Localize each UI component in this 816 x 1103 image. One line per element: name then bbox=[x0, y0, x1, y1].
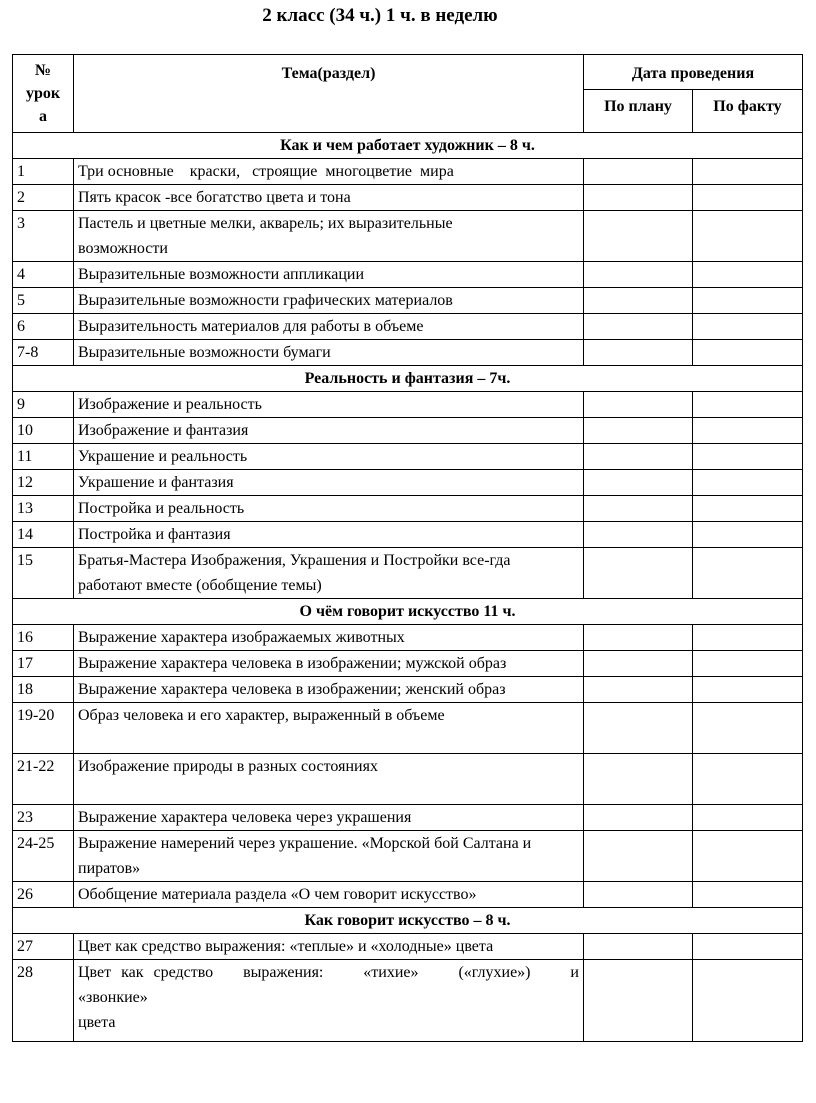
lesson-topic-line2: «звонкие» bbox=[78, 989, 148, 1006]
table-row bbox=[13, 185, 803, 211]
table-row bbox=[13, 392, 803, 418]
lesson-topic: Изображение и фантазия bbox=[74, 418, 584, 444]
date-fact-cell[interactable] bbox=[693, 392, 803, 418]
lesson-topic-line1: Цвет как средство выражения: «тихие» («глухие») и bbox=[78, 964, 579, 981]
lesson-topic: Выражение намерений через украшение. «Морской бой Салтана и пиратов» bbox=[74, 831, 584, 882]
lesson-number: 15 bbox=[13, 548, 74, 599]
lesson-number: 17 bbox=[13, 651, 74, 677]
lesson-number: 19-20 bbox=[13, 703, 74, 754]
date-plan-cell[interactable] bbox=[584, 548, 693, 599]
date-fact-cell[interactable] bbox=[693, 211, 803, 262]
date-fact-cell[interactable] bbox=[693, 288, 803, 314]
date-fact-cell[interactable] bbox=[693, 625, 803, 651]
lesson-number: 4 bbox=[13, 262, 74, 288]
lesson-topic: Три основные краски, строящие многоцветие мира bbox=[74, 159, 584, 185]
lesson-topic: Выразительные возможности бумаги bbox=[74, 340, 584, 366]
table-row bbox=[13, 703, 803, 754]
lesson-topic: Изображение и реальность bbox=[74, 392, 584, 418]
date-plan-cell[interactable] bbox=[584, 392, 693, 418]
date-plan-cell[interactable] bbox=[584, 831, 693, 882]
table-row bbox=[13, 288, 803, 314]
date-fact-cell[interactable] bbox=[693, 805, 803, 831]
table-row bbox=[13, 496, 803, 522]
lesson-number: 9 bbox=[13, 392, 74, 418]
date-fact-cell[interactable] bbox=[693, 314, 803, 340]
lesson-topic: Выразительные возможности аппликации bbox=[74, 262, 584, 288]
date-fact-cell[interactable] bbox=[693, 754, 803, 805]
date-fact-cell[interactable] bbox=[693, 882, 803, 908]
header-lesson-number bbox=[13, 55, 74, 133]
date-plan-cell[interactable] bbox=[584, 882, 693, 908]
lesson-topic: Обобщение материала раздела «О чем говорит искусство» bbox=[74, 882, 584, 908]
lesson-topic bbox=[74, 960, 584, 1042]
table-row bbox=[13, 211, 803, 262]
section-title: Как и чем работает художник – 8 ч. bbox=[13, 133, 803, 159]
table-row bbox=[13, 314, 803, 340]
date-fact-cell[interactable] bbox=[693, 651, 803, 677]
table-row bbox=[13, 522, 803, 548]
date-plan-cell[interactable] bbox=[584, 703, 693, 754]
table-row bbox=[13, 934, 803, 960]
date-fact-cell[interactable] bbox=[693, 470, 803, 496]
date-plan-cell[interactable] bbox=[584, 444, 693, 470]
date-fact-cell[interactable] bbox=[693, 703, 803, 754]
lesson-number: 1 bbox=[13, 159, 74, 185]
date-plan-cell[interactable] bbox=[584, 159, 693, 185]
date-fact-cell[interactable] bbox=[693, 340, 803, 366]
date-fact-cell[interactable] bbox=[693, 496, 803, 522]
date-plan-cell[interactable] bbox=[584, 185, 693, 211]
table-row bbox=[13, 625, 803, 651]
table-row bbox=[13, 651, 803, 677]
lesson-topic-line3: цвета bbox=[78, 1014, 116, 1031]
lesson-topic: Выражение характера человека в изображении; мужской образ bbox=[74, 651, 584, 677]
lesson-topic: Изображение природы в разных состояниях bbox=[74, 754, 584, 805]
lesson-number: 27 bbox=[13, 934, 74, 960]
date-plan-cell[interactable] bbox=[584, 340, 693, 366]
lesson-number: 26 bbox=[13, 882, 74, 908]
lesson-topic: Братья-Мастера Изображения, Украшения и Постройки все-гда работают вместе (обобщение темы) bbox=[74, 548, 584, 599]
date-plan-cell[interactable] bbox=[584, 211, 693, 262]
date-plan-cell[interactable] bbox=[584, 625, 693, 651]
date-fact-cell[interactable] bbox=[693, 960, 803, 1042]
section-row bbox=[13, 599, 803, 625]
lesson-number: 11 bbox=[13, 444, 74, 470]
lesson-topic: Выразительность материалов для работы в объеме bbox=[74, 314, 584, 340]
table-row bbox=[13, 805, 803, 831]
date-fact-cell[interactable] bbox=[693, 548, 803, 599]
date-plan-cell[interactable] bbox=[584, 470, 693, 496]
lesson-topic: Пять красок -все богатство цвета и тона bbox=[74, 185, 584, 211]
lesson-topic: Цвет как средство выражения: «теплые» и «холодные» цвета bbox=[74, 934, 584, 960]
lesson-number: 28 bbox=[13, 960, 74, 1042]
section-row bbox=[13, 133, 803, 159]
table-row bbox=[13, 262, 803, 288]
header-num-line2: урок bbox=[25, 85, 61, 102]
date-plan-cell[interactable] bbox=[584, 960, 693, 1042]
lesson-topic: Выражение характера человека в изображении; женский образ bbox=[74, 677, 584, 703]
header-date: Дата проведения bbox=[584, 55, 803, 90]
lesson-number: 12 bbox=[13, 470, 74, 496]
lesson-topic: Украшение и фантазия bbox=[74, 470, 584, 496]
table-row bbox=[13, 444, 803, 470]
header-num-line3: а bbox=[39, 108, 47, 125]
header-date-plan: По плану bbox=[584, 90, 693, 133]
date-fact-cell[interactable] bbox=[693, 262, 803, 288]
date-plan-cell[interactable] bbox=[584, 677, 693, 703]
lesson-topic: Выразительные возможности графических материалов bbox=[74, 288, 584, 314]
lesson-number: 5 bbox=[13, 288, 74, 314]
lesson-topic: Выражение характера человека через украшения bbox=[74, 805, 584, 831]
lesson-topic: Образ человека и его характер, выраженный в объеме bbox=[74, 703, 584, 754]
section-row bbox=[13, 366, 803, 392]
date-plan-cell[interactable] bbox=[584, 754, 693, 805]
lesson-number: 16 bbox=[13, 625, 74, 651]
lesson-number: 23 bbox=[13, 805, 74, 831]
lesson-number: 7-8 bbox=[13, 340, 74, 366]
table-row bbox=[13, 754, 803, 805]
lesson-topic: Украшение и реальность bbox=[74, 444, 584, 470]
lesson-topic: Постройка и фантазия bbox=[74, 522, 584, 548]
date-fact-cell[interactable] bbox=[693, 418, 803, 444]
lesson-topic: Пастель и цветные мелки, акварель; их выразительные возможности bbox=[74, 211, 584, 262]
table-row bbox=[13, 548, 803, 599]
lesson-number: 10 bbox=[13, 418, 74, 444]
table-row bbox=[13, 340, 803, 366]
date-plan-cell[interactable] bbox=[584, 418, 693, 444]
lesson-number: 14 bbox=[13, 522, 74, 548]
date-plan-cell[interactable] bbox=[584, 314, 693, 340]
date-plan-cell[interactable] bbox=[584, 522, 693, 548]
section-title: Как говорит искусство – 8 ч. bbox=[13, 908, 803, 934]
date-fact-cell[interactable] bbox=[693, 677, 803, 703]
lesson-plan-table bbox=[12, 54, 803, 1042]
date-plan-cell[interactable] bbox=[584, 805, 693, 831]
date-fact-cell[interactable] bbox=[693, 444, 803, 470]
lesson-number: 13 bbox=[13, 496, 74, 522]
date-plan-cell[interactable] bbox=[584, 288, 693, 314]
header-topic: Тема(раздел) bbox=[74, 55, 584, 133]
lesson-number: 24-25 bbox=[13, 831, 74, 882]
section-title: О чём говорит искусство 11 ч. bbox=[13, 599, 803, 625]
table-row bbox=[13, 831, 803, 882]
lesson-number: 2 bbox=[13, 185, 74, 211]
date-plan-cell[interactable] bbox=[584, 496, 693, 522]
date-fact-cell[interactable] bbox=[693, 831, 803, 882]
header-date-fact: По факту bbox=[693, 90, 803, 133]
lesson-number: 3 bbox=[13, 211, 74, 262]
date-plan-cell[interactable] bbox=[584, 651, 693, 677]
date-fact-cell[interactable] bbox=[693, 185, 803, 211]
table-row bbox=[13, 882, 803, 908]
table-row bbox=[13, 960, 803, 1042]
lesson-topic: Выражение характера изображаемых животных bbox=[74, 625, 584, 651]
lesson-number: 21-22 bbox=[13, 754, 74, 805]
lesson-number: 6 bbox=[13, 314, 74, 340]
header-num-line1: № bbox=[34, 62, 52, 79]
table-row bbox=[13, 159, 803, 185]
section-title: Реальность и фантазия – 7ч. bbox=[13, 366, 803, 392]
table-row bbox=[13, 470, 803, 496]
table-row bbox=[13, 677, 803, 703]
date-fact-cell[interactable] bbox=[693, 522, 803, 548]
table-row bbox=[13, 418, 803, 444]
lesson-topic: Постройка и реальность bbox=[74, 496, 584, 522]
lesson-number: 18 bbox=[13, 677, 74, 703]
date-plan-cell[interactable] bbox=[584, 262, 693, 288]
date-plan-cell[interactable] bbox=[584, 934, 693, 960]
date-fact-cell[interactable] bbox=[693, 159, 803, 185]
page-title: 2 класс (34 ч.) 1 ч. в неделю bbox=[262, 5, 498, 26]
date-fact-cell[interactable] bbox=[693, 934, 803, 960]
section-row bbox=[13, 908, 803, 934]
